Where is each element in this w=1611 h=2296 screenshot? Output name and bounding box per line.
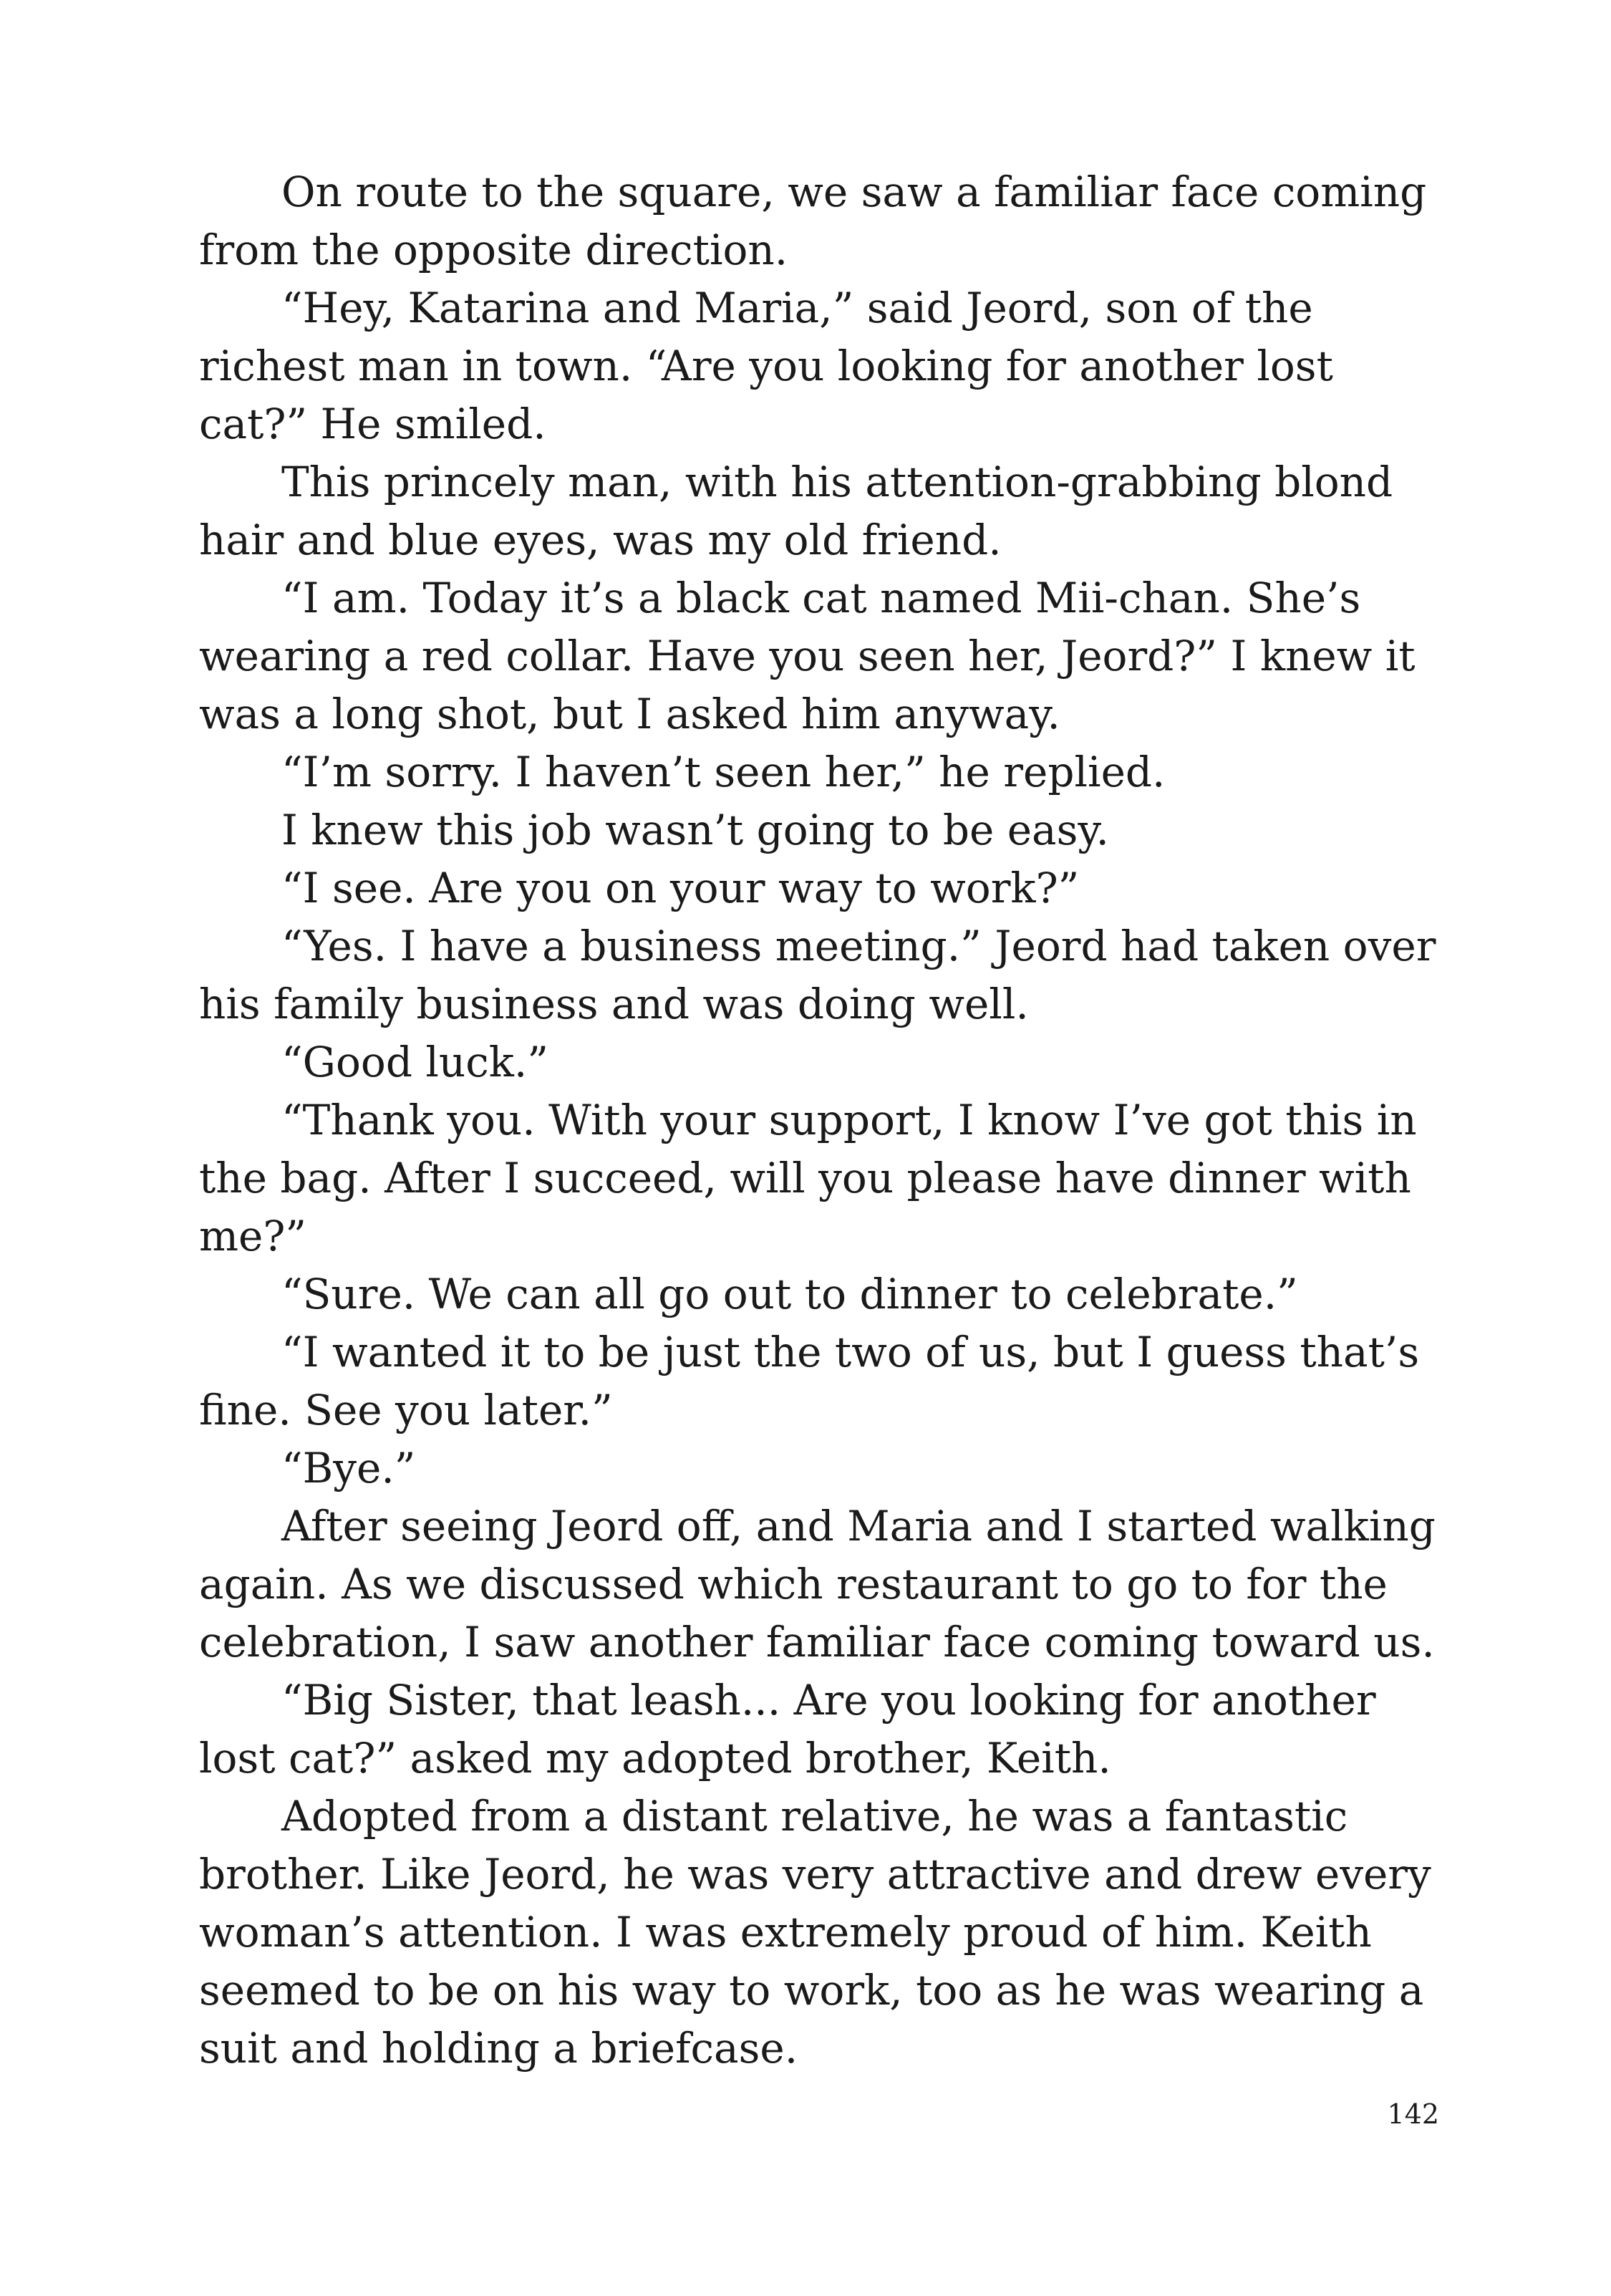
- paragraph: This princely man, with his attention-grabbing blond hair and blue eyes, was my old friend.: [199, 458, 1393, 564]
- paragraph: “Big Sister, that leash... Are you looking for another lost cat?” asked my adopted brother, Keith.: [199, 1676, 1376, 1783]
- paragraph: I knew this job wasn’t going to be easy.: [281, 806, 1109, 854]
- paragraph: “Thank you. With your support, I know I’ve got this in the bag. After I succeed, will you please have dinner with me?”: [199, 1096, 1417, 1260]
- paragraph: “I wanted it to be just the two of us, but I guess that’s fine. See you later.”: [199, 1328, 1420, 1434]
- page-number: 142: [1387, 2098, 1439, 2130]
- paragraph: “Sure. We can all go out to dinner to celebrate.”: [281, 1270, 1298, 1318]
- paragraph: Adopted from a distant relative, he was a fantastic brother. Like Jeord, he was very attractive and drew every woman’s attention. I was extremely proud of him. Keith seemed to be on his way to work, too as he was wearing a suit and holding a briefcase.: [199, 1792, 1431, 2073]
- paragraph: After seeing Jeord off, and Maria and I started walking again. As we discussed which restaurant to go to for the celebration, I saw another familiar face coming toward us.: [199, 1502, 1436, 1666]
- paragraph: “I see. Are you on your way to work?”: [281, 864, 1080, 912]
- paragraph: “Bye.”: [281, 1444, 416, 1492]
- paragraph: “I’m sorry. I haven’t seen her,” he replied.: [281, 748, 1166, 796]
- paragraph: On route to the square, we saw a familiar face coming from the opposite direction.: [199, 168, 1427, 274]
- body-text: [199, 163, 1452, 2078]
- paragraph: “Good luck.”: [281, 1038, 549, 1086]
- paragraph: “I am. Today it’s a black cat named Mii-chan. She’s wearing a red collar. Have you seen her, Jeord?” I knew it was a long shot, but I asked him anyway.: [199, 574, 1416, 738]
- paragraph: “Hey, Katarina and Maria,” said Jeord, son of the richest man in town. “Are you looking for another lost cat?” He smiled.: [199, 284, 1333, 448]
- paragraph: “Yes. I have a business meeting.” Jeord had taken over his family business and was doing well.: [199, 922, 1436, 1028]
